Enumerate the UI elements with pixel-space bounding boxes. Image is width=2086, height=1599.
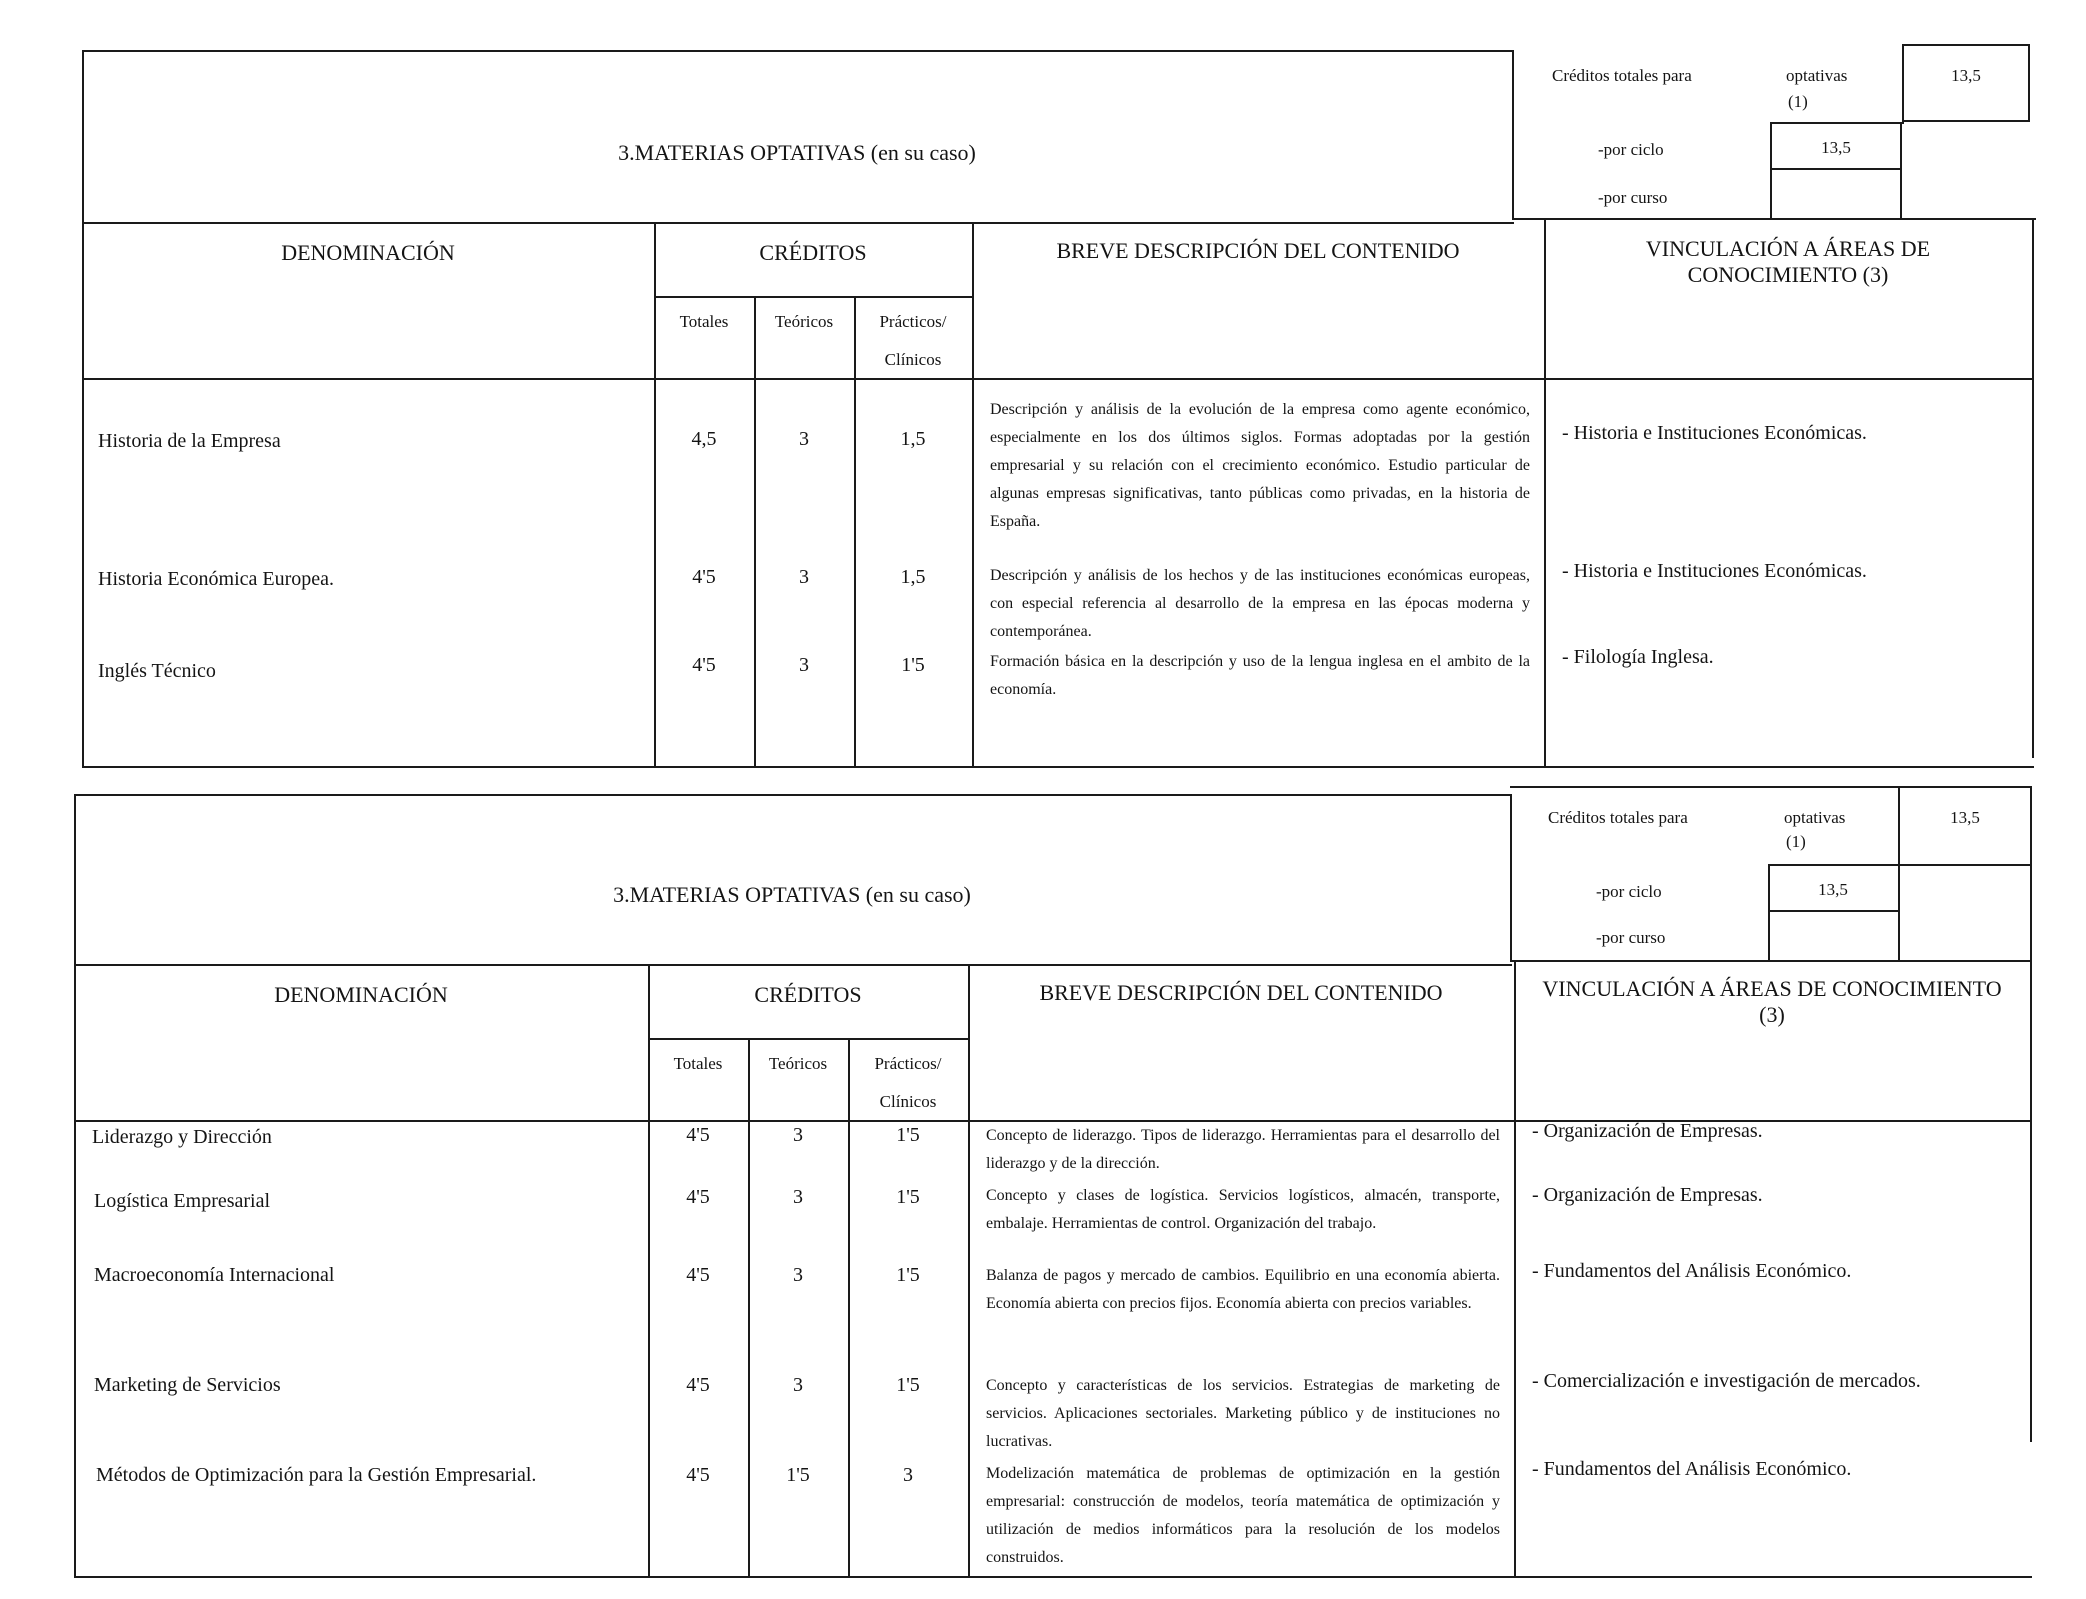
subject-name: Métodos de Optimización para la Gestión Empresarial. xyxy=(96,1464,537,1486)
subject-name: Inglés Técnico xyxy=(98,660,216,682)
header-descripcion: BREVE DESCRIPCIÓN DEL CONTENIDO xyxy=(1056,238,1460,263)
knowledge-area: - Organización de Empresas. xyxy=(1532,1120,1763,1142)
credits-practicos: 1'5 xyxy=(896,1374,920,1396)
credits-practicos: 1,5 xyxy=(900,566,926,588)
subject-name: Liderazgo y Dirección xyxy=(92,1126,272,1148)
knowledge-area: - Historia e Instituciones Económicas. xyxy=(1562,560,1867,582)
subject-name: Logística Empresarial xyxy=(94,1190,271,1212)
credits-totales: 4'5 xyxy=(686,1264,710,1286)
header-denominacion: DENOMINACIÓN xyxy=(281,240,455,265)
por-curso-label: -por curso xyxy=(1598,188,1668,207)
subject-description: Concepto y clases de logística. Servicios logísticos, almacén, transporte, embalaje. Herramientas de control. Organización del trabajo. xyxy=(986,1187,1500,1232)
credits-practicos: 1,5 xyxy=(900,428,926,450)
header-practicos: Prácticos/ xyxy=(874,1054,942,1073)
header-clinicos: Clínicos xyxy=(884,350,942,369)
header-denominacion: DENOMINACIÓN xyxy=(274,982,448,1007)
credits-totales: 4,5 xyxy=(691,428,717,450)
knowledge-area: - Fundamentos del Análisis Económico. xyxy=(1532,1260,1852,1282)
table-title: 3.MATERIAS OPTATIVAS (en su caso) xyxy=(613,882,971,907)
header-practicos: Prácticos/ xyxy=(879,312,947,331)
credits-practicos: 1'5 xyxy=(896,1264,920,1286)
subject-name: Historia de la Empresa xyxy=(98,430,281,452)
credits-totales: 4'5 xyxy=(686,1124,710,1146)
header-clinicos: Clínicos xyxy=(879,1092,937,1111)
credits-totales: 4'5 xyxy=(686,1186,710,1208)
por-ciclo-value: 13,5 xyxy=(1821,138,1851,157)
credits-practicos: 1'5 xyxy=(896,1186,920,1208)
knowledge-area: - Comercialización e investigación de mercados. xyxy=(1532,1370,1921,1392)
total-value: 13,5 xyxy=(1951,66,1981,85)
subject-description: Modelización matemática de problemas de optimización en la gestión empresarial: construcción de modelos, teoría matemática de optimización y utilización de medios informáticos para la resolución de los modelos construidos. xyxy=(986,1465,1500,1566)
optativas-label: optativas xyxy=(1784,808,1846,827)
por-ciclo-label: -por ciclo xyxy=(1596,882,1662,901)
knowledge-area: - Organización de Empresas. xyxy=(1532,1184,1763,1206)
knowledge-area: - Fundamentos del Análisis Económico. xyxy=(1532,1458,1852,1480)
creditos-totales-label: Créditos totales para xyxy=(1548,808,1688,827)
header-totales: Totales xyxy=(673,1054,723,1073)
header-creditos: CRÉDITOS xyxy=(754,982,862,1007)
credits-practicos: 1'5 xyxy=(896,1124,920,1146)
credits-teoricos: 3 xyxy=(799,428,809,450)
subject-description: Descripción y análisis de los hechos y de las instituciones económicas europeas, con especial referencia al desarrollo de la empresa en las épocas moderna y contemporánea. xyxy=(990,567,1530,640)
credits-totales: 4'5 xyxy=(692,654,716,676)
subject-description: Concepto de liderazgo. Tipos de liderazgo. Herramientas para el desarrollo del liderazgo y de la dirección. xyxy=(986,1127,1500,1172)
credits-teoricos: 3 xyxy=(799,654,809,676)
por-curso-label: -por curso xyxy=(1596,928,1666,947)
por-ciclo-label: -por ciclo xyxy=(1598,140,1664,159)
credits-practicos: 3 xyxy=(903,1464,913,1486)
knowledge-area: - Filología Inglesa. xyxy=(1562,646,1714,668)
por-ciclo-value: 13,5 xyxy=(1818,880,1848,899)
header-vinculacion: VINCULACIÓN A ÁREAS DE CONOCIMIENTO xyxy=(1542,976,2002,1001)
subject-description: Balanza de pagos y mercado de cambios. Equilibrio en una economía abierta. Economía abierta con precios fijos. Economía abierta con precios variables. xyxy=(986,1267,1500,1312)
credits-totales: 4'5 xyxy=(686,1464,710,1486)
subject-name: Macroeconomía Internacional xyxy=(94,1264,335,1286)
subject-description: Formación básica en la descripción y uso de la lengua inglesa en el ambito de la economía. xyxy=(990,653,1530,698)
subject-name: Historia Económica Europea. xyxy=(98,568,335,590)
header-teoricos: Teóricos xyxy=(768,1054,828,1073)
header-vinculacion: VINCULACIÓN A ÁREAS DE xyxy=(1645,236,1931,261)
credits-totales: 4'5 xyxy=(692,566,716,588)
credits-totales: 4'5 xyxy=(686,1374,710,1396)
header-vinculacion-note: CONOCIMIENTO (3) xyxy=(1687,262,1889,287)
credits-practicos: 1'5 xyxy=(901,654,925,676)
optativas-note: (1) xyxy=(1788,92,1808,111)
header-totales: Totales xyxy=(679,312,729,331)
header-descripcion: BREVE DESCRIPCIÓN DEL CONTENIDO xyxy=(1039,980,1443,1005)
credits-teoricos: 1'5 xyxy=(786,1464,810,1486)
header-teoricos: Teóricos xyxy=(774,312,834,331)
credits-teoricos: 3 xyxy=(793,1264,803,1286)
subject-name: Marketing de Servicios xyxy=(94,1374,281,1396)
credits-teoricos: 3 xyxy=(799,566,809,588)
subject-description: Descripción y análisis de la evolución de la empresa como agente económico, especialmente en los dos últimos siglos. Formas adoptadas por la gestión empresarial y su relación con el crecimiento económico. Estudio particular de algunas empresas significativas, tanto públicas como privadas, en la historia de España. xyxy=(990,401,1530,530)
total-value: 13,5 xyxy=(1950,808,1980,827)
header-creditos: CRÉDITOS xyxy=(759,240,867,265)
credits-teoricos: 3 xyxy=(793,1124,803,1146)
creditos-totales-label: Créditos totales para xyxy=(1552,66,1692,85)
optativas-note: (1) xyxy=(1786,832,1806,851)
credits-teoricos: 3 xyxy=(793,1374,803,1396)
knowledge-area: - Historia e Instituciones Económicas. xyxy=(1562,422,1867,444)
subject-description: Concepto y características de los servicios. Estrategias de marketing de servicios. Aplicaciones sectoriales. Marketing público y de instituciones no lucrativas. xyxy=(986,1377,1500,1450)
credits-teoricos: 3 xyxy=(793,1186,803,1208)
table-title: 3.MATERIAS OPTATIVAS (en su caso) xyxy=(618,140,976,165)
optativas-label: optativas xyxy=(1786,66,1848,85)
header-vinculacion-note: (3) xyxy=(1759,1002,1785,1027)
